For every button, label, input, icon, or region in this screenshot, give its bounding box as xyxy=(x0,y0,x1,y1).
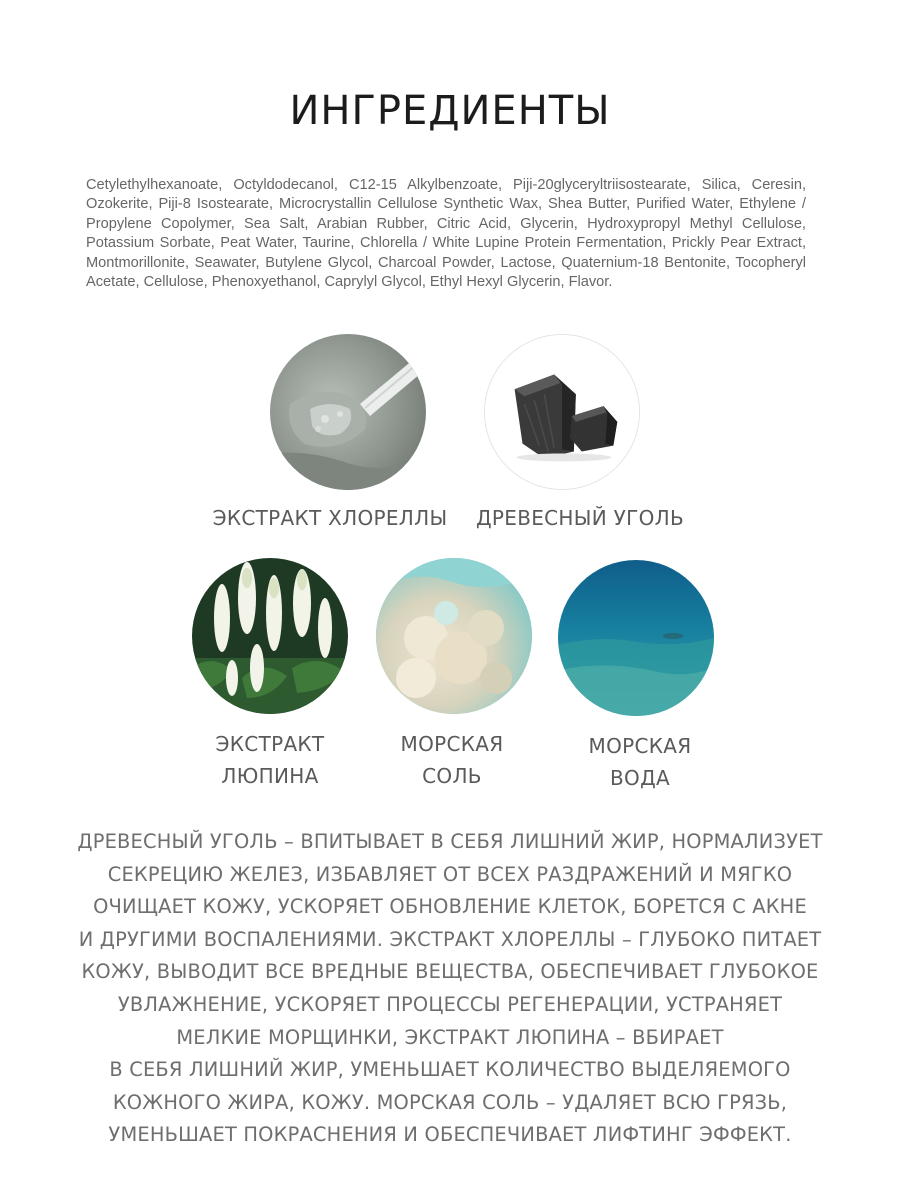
lupine-label: ЭКСТРАКТ ЛЮПИНА xyxy=(215,732,325,788)
sea-salt-image xyxy=(376,558,532,714)
sea-salt-label: МОРСКАЯ СОЛЬ xyxy=(400,732,504,788)
chlorella-label: ЭКСТРАКТ ХЛОРЕЛЛЫ xyxy=(212,506,448,530)
charcoal-image xyxy=(484,334,640,490)
sea-water-image xyxy=(558,560,714,716)
lupine-flowers-image xyxy=(192,558,348,714)
ingredients-list: Cetylethylhexanoate, Octyldodecanol, C12-15 Alkylbenzoate, Piji-20glyceryltriisostearate, Silica, Ceresin, Ozokerite, Piji-8 Isostearate, Microcrystallin Cellulose Synthetic Wax, Shea Butter, Purified Water, Ethylene / Propylene Copolymer, Sea Salt, Arabian Rubber, Citric Acid, Glycerin, Hydroxypropyl Methyl Cellulose, Potassium Sorbate, Peat Water, Taurine, Chlorella / White Lupine Protein Fermentation, Prickly Pear Extract, Montmorillonite, Seawater, Butylene Glycol, Charcoal Powder, Lactose, Quaternium-18 Bentonite, Tocopheryl Acetate, Cellulose, Phenoxyethanol, Caprylyl Glycol, Ethyl Hexyl Glycerin, Flavor. xyxy=(86,177,806,291)
charcoal-label: ДРЕВЕСНЫЙ УГОЛЬ xyxy=(475,506,685,530)
chlorella-mask-image xyxy=(270,334,426,490)
page-title: ИНГРЕДИЕНТЫ xyxy=(289,88,611,134)
benefits-description: ДРЕВЕСНЫЙ УГОЛЬ – ВПИТЫВАЕТ В СЕБЯ ЛИШНИЙ ЖИР, НОРМАЛИЗУЕТ СЕКРЕЦИЮ ЖЕЛЕЗ, ИЗБАВЛЯЕТ ОТ ВСЕХ РАЗДРАЖЕНИЙ И МЯГКО ОЧИЩАЕТ КОЖУ, УСКОРЯЕТ ОБНОВЛЕНИЕ КЛЕТОК, БОРЕТСЯ С АКНЕ И ДРУГИМИ ВОСПАЛЕНИЯМИ. ЭКСТРАКТ ХЛОРЕЛЛЫ – ГЛУБОКО ПИТАЕТ КОЖУ, ВЫВОДИТ ВСЕ ВРЕДНЫЕ ВЕЩЕСТВА, ОБЕСПЕЧИВАЕТ ГЛУБОКОЕ УВЛАЖНЕНИЕ, УСКОРЯЕТ ПРОЦЕССЫ РЕГЕНЕРАЦИИ, УСТРАНЯЕТ МЕЛКИЕ МОРЩИНКИ, ЭКСТРАКТ ЛЮПИНА – ВБИРАЕТ В СЕБЯ ЛИШНИЙ ЖИР, УМЕНЬШАЕТ КОЛИЧЕСТВО ВЫДЕЛЯЕМОГО КОЖНОГО ЖИРА, КОЖУ. МОРСКАЯ СОЛЬ – УДАЛЯЕТ ВСЮ ГРЯЗЬ, УМЕНЬШАЕТ ПОКРАСНЕНИЯ И ОБЕСПЕЧИВАЕТ ЛИФТИНГ ЭФФЕКТ. xyxy=(77,830,823,1147)
sea-water-label: МОРСКАЯ ВОДА xyxy=(588,734,692,790)
